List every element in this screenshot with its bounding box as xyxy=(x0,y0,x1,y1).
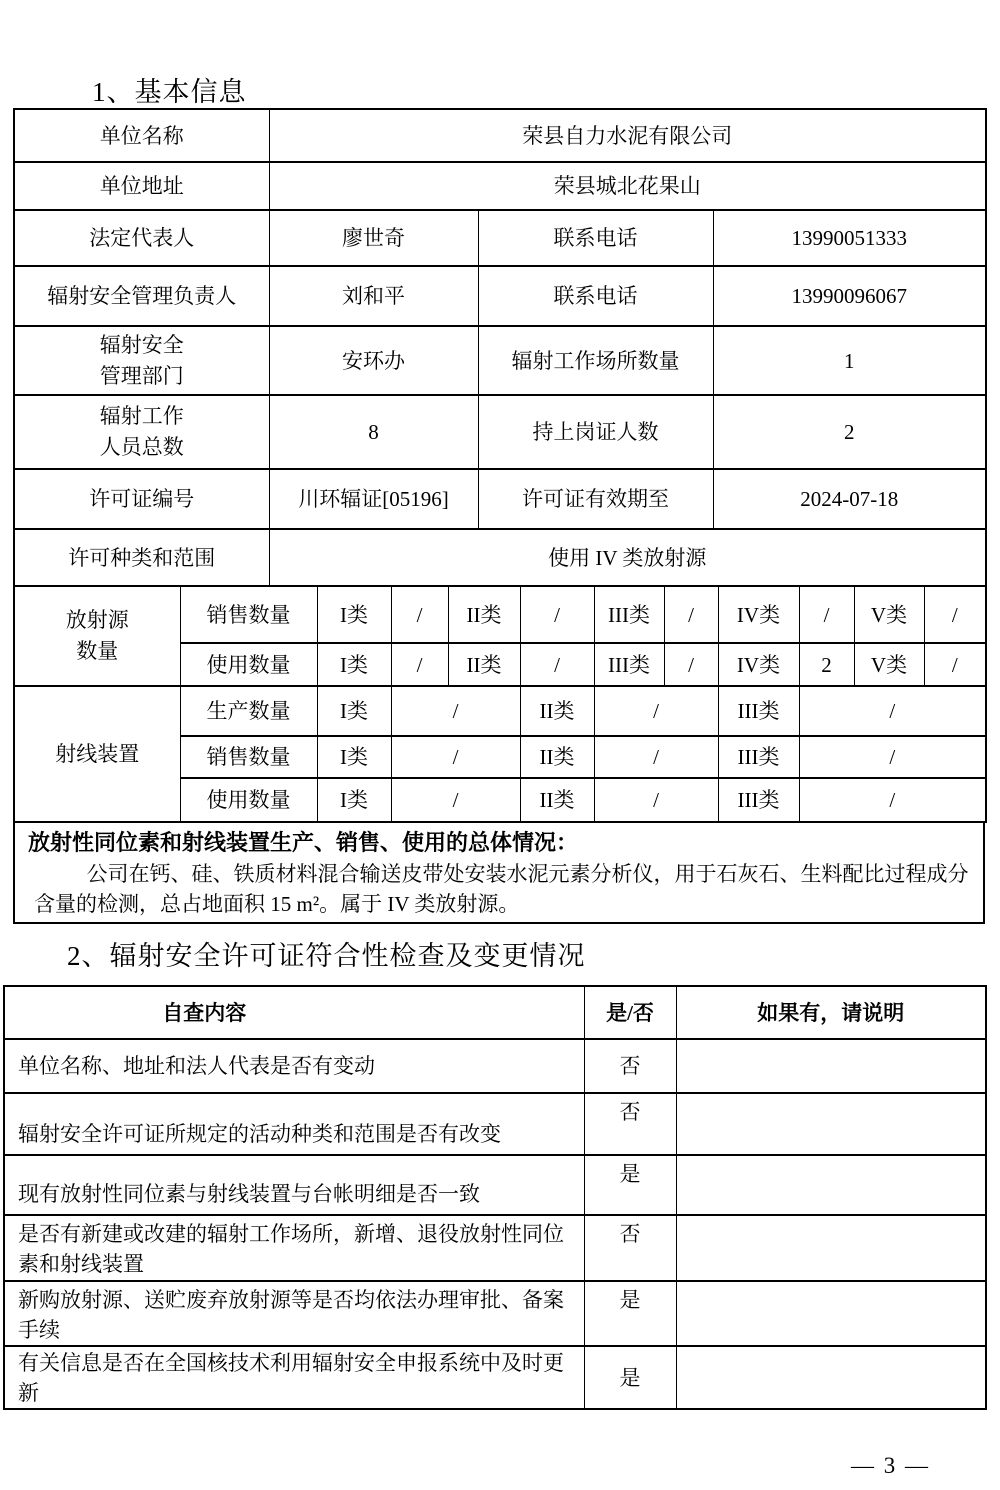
question-cell: 新购放射源、送贮废弃放射源等是否均依法办理审批、备案手续 xyxy=(4,1281,584,1346)
class-value-cell: / xyxy=(520,643,594,686)
table-row xyxy=(14,109,986,162)
note-cell xyxy=(676,1093,986,1155)
license-expiry-value: 2024-07-18 xyxy=(713,469,986,529)
class-value-cell: / xyxy=(594,686,718,736)
answer-cell: 是 xyxy=(584,1346,676,1409)
unit-name-value: 荣县自力水泥有限公司 xyxy=(269,109,986,162)
class-label-cell: III类 xyxy=(718,778,799,822)
page-number: — 3 — xyxy=(851,1453,930,1478)
source-row-label: 销售数量 xyxy=(180,586,317,643)
self-check-table xyxy=(3,985,987,1410)
note-cell xyxy=(676,1155,986,1215)
class-label-cell: II类 xyxy=(448,586,520,643)
question-cell: 是否有新建或改建的辐射工作场所，新增、退役放射性同位素和射线装置 xyxy=(4,1215,584,1281)
source-device-count-table xyxy=(13,585,987,823)
basic-info-table xyxy=(13,108,987,587)
table-row xyxy=(14,210,986,266)
class-label-cell: II类 xyxy=(520,778,594,822)
answer-cell: 否 xyxy=(584,1039,676,1093)
unit-address-value: 荣县城北花果山 xyxy=(269,162,986,210)
legal-rep-phone-value: 13990051333 xyxy=(713,210,986,266)
class-value-cell: / xyxy=(799,686,986,736)
class-value-cell: / xyxy=(391,586,448,643)
safety-dept-label-line1: 辐射安全 xyxy=(99,332,184,357)
class-value-cell: / xyxy=(391,736,520,778)
answer-cell: 否 xyxy=(584,1215,676,1281)
class-value-cell: / xyxy=(594,736,718,778)
note-cell xyxy=(676,1346,986,1409)
class-value-cell: 2 xyxy=(799,643,854,686)
class-value-cell: / xyxy=(391,643,448,686)
class-label-cell: II类 xyxy=(448,643,520,686)
table-row xyxy=(4,1093,986,1155)
table-row xyxy=(4,1346,986,1409)
certified-staff-value: 2 xyxy=(713,395,986,469)
note-cell xyxy=(676,1215,986,1281)
table-header-row xyxy=(4,986,986,1039)
source-row-label: 使用数量 xyxy=(180,643,317,686)
safety-manager-phone-label: 联系电话 xyxy=(478,266,713,326)
license-scope-value: 使用 IV 类放射源 xyxy=(269,529,986,586)
header-yes-no: 是/否 xyxy=(584,986,676,1039)
class-label-cell: I类 xyxy=(317,778,391,822)
legal-rep-value: 廖世奇 xyxy=(269,210,478,266)
table-row xyxy=(4,1155,986,1215)
table-row xyxy=(4,1039,986,1093)
table-row xyxy=(4,1281,986,1346)
safety-manager-phone-value: 13990096067 xyxy=(713,266,986,326)
safety-dept-value: 安环办 xyxy=(269,326,478,395)
legal-rep-phone-label: 联系电话 xyxy=(478,210,713,266)
unit-address-label: 单位地址 xyxy=(14,162,269,210)
device-row-label: 生产数量 xyxy=(180,686,317,736)
section2-title: 2、辐射安全许可证符合性检查及变更情况 xyxy=(67,941,586,971)
source-group-label-line2: 数量 xyxy=(76,639,119,663)
answer-cell: 否 xyxy=(584,1093,676,1155)
class-label-cell: IV类 xyxy=(718,586,799,643)
class-value-cell: / xyxy=(391,778,520,822)
safety-dept-label-line2: 管理部门 xyxy=(99,363,184,388)
workplace-count-value: 1 xyxy=(713,326,986,395)
device-group-label: 射线装置 xyxy=(14,686,180,822)
class-label-cell: II类 xyxy=(520,736,594,778)
safety-manager-value: 刘和平 xyxy=(269,266,478,326)
class-value-cell: / xyxy=(799,586,854,643)
radiation-staff-label-line1: 辐射工作 xyxy=(99,404,184,428)
radiation-staff-label xyxy=(14,395,269,469)
header-note: 如果有，请说明 xyxy=(676,986,986,1039)
note-cell xyxy=(676,1281,986,1346)
certified-staff-label: 持上岗证人数 xyxy=(478,395,713,469)
answer-cell: 是 xyxy=(584,1155,676,1215)
license-scope-label: 许可种类和范围 xyxy=(14,529,269,586)
class-label-cell: IV类 xyxy=(718,643,799,686)
question-cell: 现有放射性同位素与射线装置与台帐明细是否一致 xyxy=(4,1155,584,1215)
overall-situation-heading: 放射性同位素和射线装置生产、销售、使用的总体情况： xyxy=(28,830,579,855)
class-label-cell: II类 xyxy=(520,686,594,736)
class-value-cell: / xyxy=(594,778,718,822)
note-cell xyxy=(676,1039,986,1093)
unit-name-label: 单位名称 xyxy=(14,109,269,162)
class-value-cell: / xyxy=(391,686,520,736)
class-value-cell: / xyxy=(924,643,986,686)
class-label-cell: III类 xyxy=(718,686,799,736)
license-no-label: 许可证编号 xyxy=(14,469,269,529)
radiation-staff-label-line2: 人员总数 xyxy=(99,435,184,459)
table-row xyxy=(14,395,986,469)
class-label-cell: V类 xyxy=(854,643,924,686)
class-label-cell: III类 xyxy=(594,643,664,686)
question-cell: 有关信息是否在全国核技术利用辐射安全申报系统中及时更新 xyxy=(4,1346,584,1409)
device-row-label: 使用数量 xyxy=(180,778,317,822)
class-label-cell: I类 xyxy=(317,686,391,736)
class-label-cell: I类 xyxy=(317,586,391,643)
legal-rep-label: 法定代表人 xyxy=(14,210,269,266)
class-label-cell: III类 xyxy=(594,586,664,643)
license-expiry-label: 许可证有效期至 xyxy=(478,469,713,529)
workplace-count-label: 辐射工作场所数量 xyxy=(478,326,713,395)
table-row xyxy=(14,469,986,529)
safety-dept-label xyxy=(14,326,269,395)
table-row xyxy=(14,586,986,643)
class-value-cell: / xyxy=(664,643,718,686)
source-group-label xyxy=(14,586,180,686)
class-value-cell: / xyxy=(799,736,986,778)
overall-situation-body: 公司在钙、硅、铁质材料混合输送皮带处安装水泥元素分析仪，用于石灰石、生料配比过程成分含量的检测，总占地面积 15 m²。属于 IV 类放射源。 xyxy=(34,862,969,916)
license-no-value: 川环辐证[05196] xyxy=(269,469,478,529)
class-label-cell: V类 xyxy=(854,586,924,643)
answer-cell: 是 xyxy=(584,1281,676,1346)
class-value-cell: / xyxy=(520,586,594,643)
radiation-staff-value: 8 xyxy=(269,395,478,469)
table-row xyxy=(14,326,986,395)
class-label-cell: III类 xyxy=(718,736,799,778)
table-row xyxy=(14,686,986,736)
device-row-label: 销售数量 xyxy=(180,736,317,778)
table-row xyxy=(14,529,986,586)
table-row xyxy=(4,1215,986,1281)
table-row xyxy=(14,266,986,326)
class-value-cell: / xyxy=(924,586,986,643)
question-cell: 辐射安全许可证所规定的活动种类和范围是否有改变 xyxy=(4,1093,584,1155)
safety-manager-label: 辐射安全管理负责人 xyxy=(14,266,269,326)
question-cell: 单位名称、地址和法人代表是否有变动 xyxy=(4,1039,584,1093)
table-row xyxy=(14,162,986,210)
overall-situation-block xyxy=(13,821,985,924)
class-label-cell: I类 xyxy=(317,643,391,686)
class-value-cell: / xyxy=(664,586,718,643)
class-label-cell: I类 xyxy=(317,736,391,778)
header-content: 自查内容 xyxy=(4,986,584,1039)
source-group-label-line1: 放射源 xyxy=(65,608,129,632)
section1-title: 1、基本信息 xyxy=(92,77,247,107)
class-value-cell: / xyxy=(799,778,986,822)
